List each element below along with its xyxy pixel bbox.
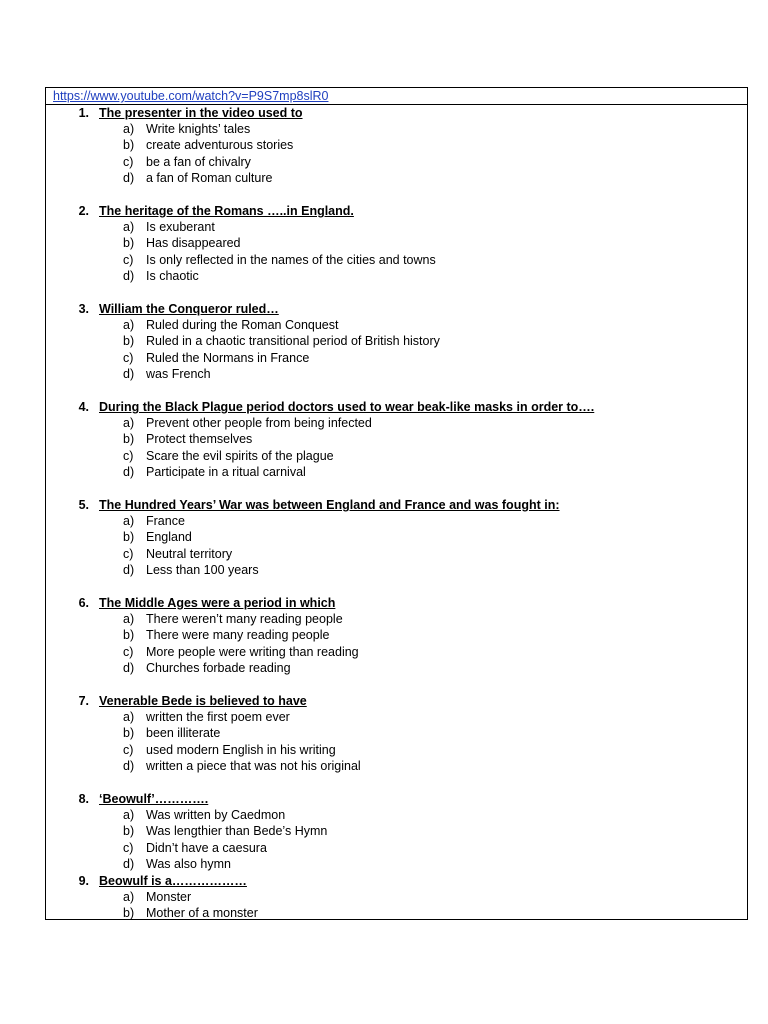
question-number: 4. <box>78 400 89 414</box>
option-text: Has disappeared <box>146 236 241 250</box>
option-text: Ruled during the Roman Conquest <box>146 318 339 332</box>
option-text: used modern English in his writing <box>146 743 336 757</box>
option-text: Was written by Caedmon <box>146 808 286 822</box>
question-text: During the Black Plague period doctors used to wear beak-like masks in order to…. <box>99 400 595 414</box>
option-text: More people were writing than reading <box>146 645 359 659</box>
option-letter: b) <box>123 334 135 348</box>
question-number: 2. <box>78 204 89 218</box>
option-text: There were many reading people <box>146 628 330 642</box>
option-letter: a) <box>123 416 135 430</box>
option-text: Neutral territory <box>146 547 233 561</box>
option-letter: a) <box>123 220 135 234</box>
question-number: 1. <box>78 106 89 120</box>
question-number: 9. <box>78 874 89 888</box>
option-text: Was also hymn <box>146 857 231 871</box>
option-letter: a) <box>123 318 135 332</box>
quiz-table <box>45 87 748 920</box>
option-text: Ruled in a chaotic transitional period of British history <box>146 334 440 348</box>
question-text: The heritage of the Romans …..in England. <box>99 204 354 218</box>
option-text: Ruled the Normans in France <box>146 351 310 365</box>
question-text: Beowulf is a……………… <box>99 874 247 888</box>
option-text: Less than 100 years <box>146 563 259 577</box>
option-text: was French <box>146 367 211 381</box>
question-number: 7. <box>78 694 89 708</box>
option-text: Prevent other people from being infected <box>146 416 372 430</box>
option-letter: c) <box>123 351 134 365</box>
question-number: 8. <box>78 792 89 806</box>
option-text: been illiterate <box>146 726 221 740</box>
option-letter: a) <box>123 612 135 626</box>
option-text: Participate in a ritual carnival <box>146 465 306 479</box>
option-text: Write knights’ tales <box>146 122 251 136</box>
option-text: Didn’t have a caesura <box>146 841 267 855</box>
question-text: The presenter in the video used to <box>99 106 303 120</box>
option-letter: b) <box>123 628 135 642</box>
video-link[interactable]: https://www.youtube.com/watch?v=P9S7mp8slR0 <box>53 89 329 103</box>
question-number: 3. <box>78 302 89 316</box>
option-letter: a) <box>123 710 135 724</box>
option-letter: b) <box>123 138 135 152</box>
option-letter: d) <box>123 857 135 871</box>
option-letter: a) <box>123 514 135 528</box>
option-letter: d) <box>123 171 135 185</box>
option-text: Is chaotic <box>146 269 199 283</box>
option-letter: b) <box>123 432 135 446</box>
option-text: Mother of a monster <box>146 906 258 920</box>
option-text: written a piece that was not his original <box>146 759 361 773</box>
option-letter: c) <box>123 547 134 561</box>
option-letter: c) <box>123 743 134 757</box>
option-text: Is exuberant <box>146 220 215 234</box>
option-text: There weren’t many reading people <box>146 612 343 626</box>
option-letter: c) <box>123 155 134 169</box>
option-letter: c) <box>123 841 134 855</box>
option-letter: d) <box>123 367 135 381</box>
option-text: be a fan of chivalry <box>146 155 251 169</box>
option-text: Scare the evil spirits of the plague <box>146 449 334 463</box>
option-letter: c) <box>123 449 134 463</box>
option-text: Monster <box>146 890 192 904</box>
option-letter: c) <box>123 645 134 659</box>
option-letter: a) <box>123 890 135 904</box>
option-text: Is only reflected in the names of the cities and towns <box>146 253 436 267</box>
option-letter: b) <box>123 726 135 740</box>
question-text: Venerable Bede is believed to have <box>99 694 307 708</box>
option-text: Churches forbade reading <box>146 661 291 675</box>
option-letter: b) <box>123 906 135 920</box>
option-text: create adventurous stories <box>146 138 294 152</box>
question-number: 5. <box>78 498 89 512</box>
option-text: France <box>146 514 185 528</box>
option-letter: a) <box>123 808 135 822</box>
question-text: William the Conqueror ruled… <box>99 302 279 316</box>
option-letter: b) <box>123 824 135 838</box>
question-text: The Hundred Years’ War was between England and France and was fought in: <box>99 498 560 512</box>
option-letter: c) <box>123 253 134 267</box>
option-text: Protect themselves <box>146 432 253 446</box>
option-letter: d) <box>123 465 135 479</box>
option-letter: d) <box>123 269 135 283</box>
option-letter: b) <box>123 530 135 544</box>
option-text: Was lengthier than Bede’s Hymn <box>146 824 328 838</box>
option-text: a fan of Roman culture <box>146 171 273 185</box>
question-text: The Middle Ages were a period in which <box>99 596 336 610</box>
option-letter: b) <box>123 236 135 250</box>
url-row <box>46 88 747 105</box>
option-text: written the first poem ever <box>146 710 290 724</box>
option-letter: a) <box>123 122 135 136</box>
question-number: 6. <box>78 596 89 610</box>
option-letter: d) <box>123 661 135 675</box>
option-letter: d) <box>123 563 135 577</box>
question-text: ‘Beowulf’…………. <box>99 792 209 806</box>
option-letter: d) <box>123 759 135 773</box>
option-text: England <box>146 530 192 544</box>
